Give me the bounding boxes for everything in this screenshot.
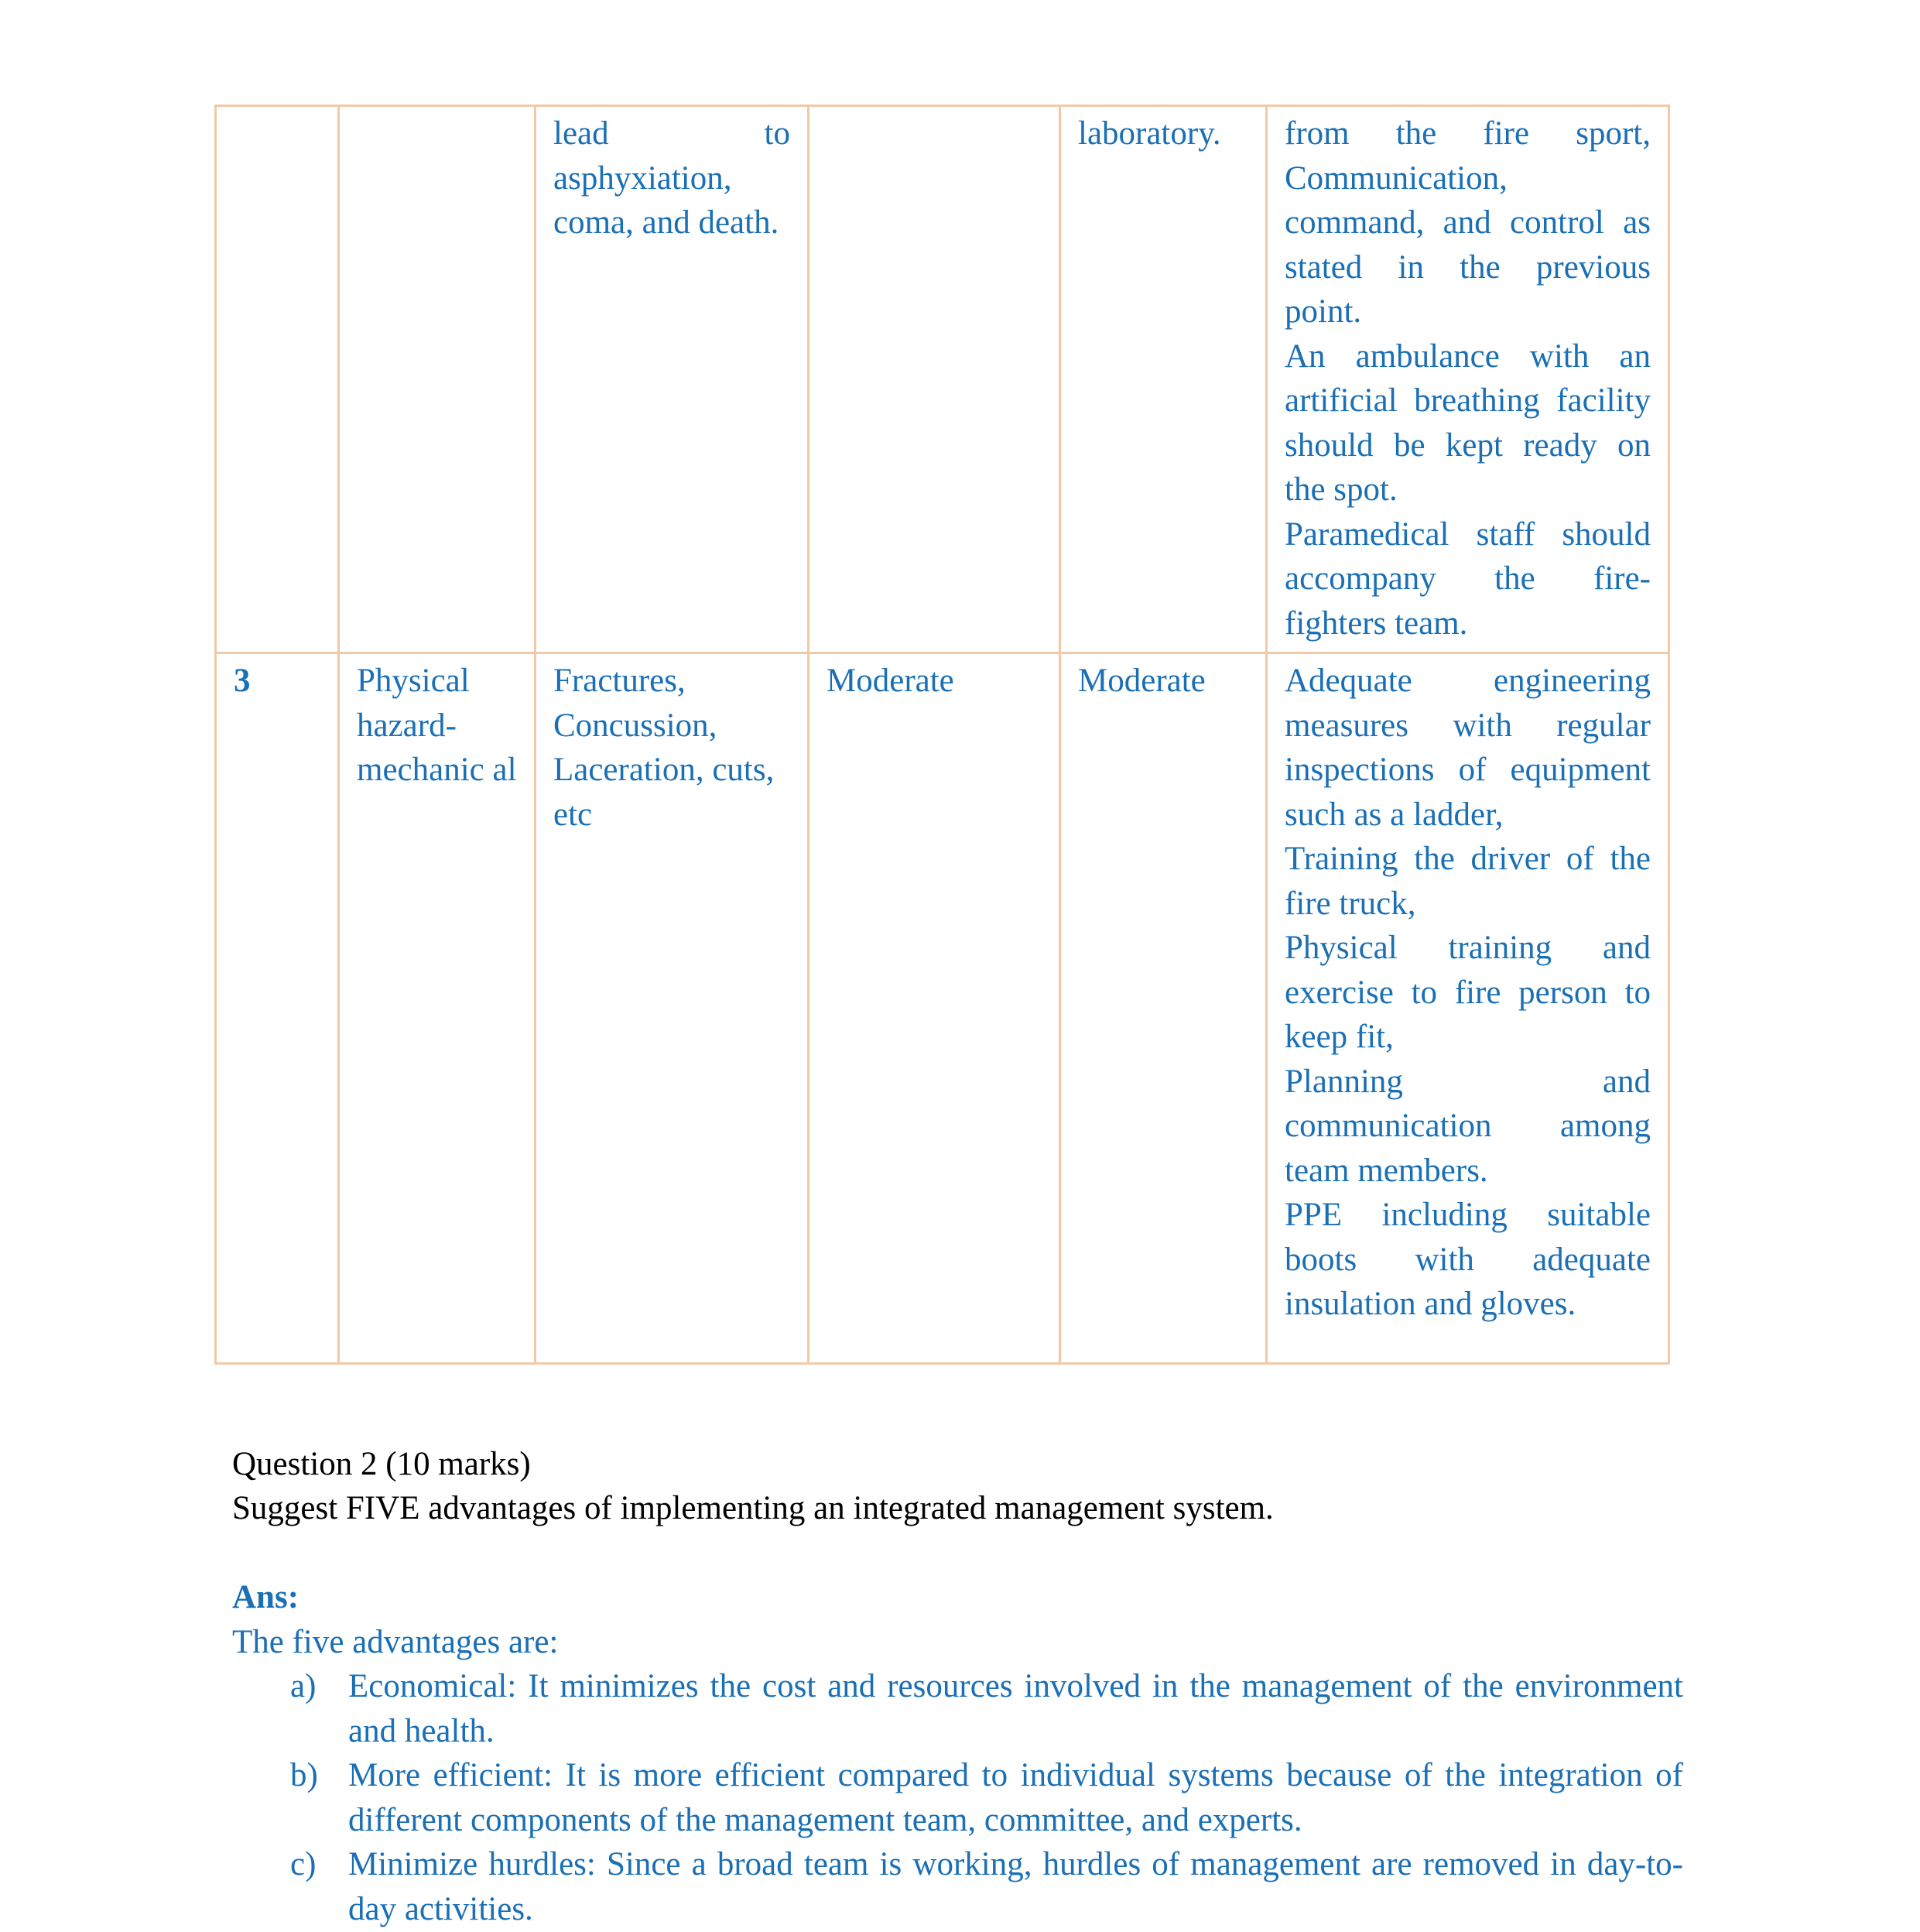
item-label: c) — [290, 1846, 317, 1882]
item-label: b) — [290, 1757, 318, 1793]
cell-col5: laboratory. — [1060, 106, 1267, 653]
answer-intro: The five advantages are: — [232, 1624, 559, 1660]
cell-no — [216, 106, 339, 653]
control-line: Adequate engineering measures with regular inspections of equipment such as a ladder, — [1285, 663, 1651, 833]
control-line: PPE including suitable boots with adequate insulation and gloves. — [1285, 1197, 1651, 1322]
list-item — [232, 1664, 1683, 1753]
cell-col5: Moderate — [1060, 653, 1267, 1364]
item-text: More efficient: It is more efficient compared to individual systems because of the integration of different components of the management team, committee, and experts. — [348, 1757, 1683, 1838]
list-item — [232, 1753, 1683, 1842]
item-text: Minimize hurdles: Since a broad team is working, hurdles of management are removed in day-to-day activities. — [348, 1846, 1683, 1927]
control-line: Paramedical staff should accompany the fire-fighters team. — [1285, 516, 1651, 642]
cell-effects: Fractures, Concussion, Laceration, cuts, etc — [536, 653, 809, 1364]
table-row — [216, 653, 1669, 1364]
answer-heading: Ans: — [232, 1579, 299, 1615]
cell-hazard: Physical hazard-mechanic al — [339, 653, 536, 1364]
control-line: Planning and communication among team members. — [1285, 1063, 1651, 1189]
control-line: Training the driver of the fire truck, — [1285, 841, 1651, 922]
cell-risk: Moderate — [809, 653, 1060, 1364]
control-line: Physical training and exercise to fire person to keep fit, — [1285, 930, 1651, 1055]
cell-hazard — [339, 106, 536, 653]
cell-risk — [809, 106, 1060, 653]
item-text: Economical: It minimizes the cost and resources involved in the management of the environment and health. — [348, 1668, 1683, 1749]
list-item — [232, 1842, 1683, 1931]
cell-controls — [1267, 106, 1669, 653]
answer-list — [232, 1664, 1683, 1931]
cell-no: 3 — [216, 653, 339, 1364]
control-line: from the fire sport, Communication, command, and control as stated in the previous point. — [1285, 115, 1651, 330]
table-row — [216, 106, 1669, 653]
question-title: Question 2 (10 marks) — [232, 1446, 531, 1482]
cell-effects: lead to asphyxiation, coma, and death. — [536, 106, 809, 653]
cell-controls — [1267, 653, 1669, 1364]
control-line: An ambulance with an artificial breathing facility should be kept ready on the spot. — [1285, 337, 1651, 508]
hazard-table — [214, 104, 1670, 1365]
question-prompt: Suggest FIVE advantages of implementing an integrated management system. — [232, 1490, 1274, 1526]
item-label: a) — [290, 1668, 317, 1704]
